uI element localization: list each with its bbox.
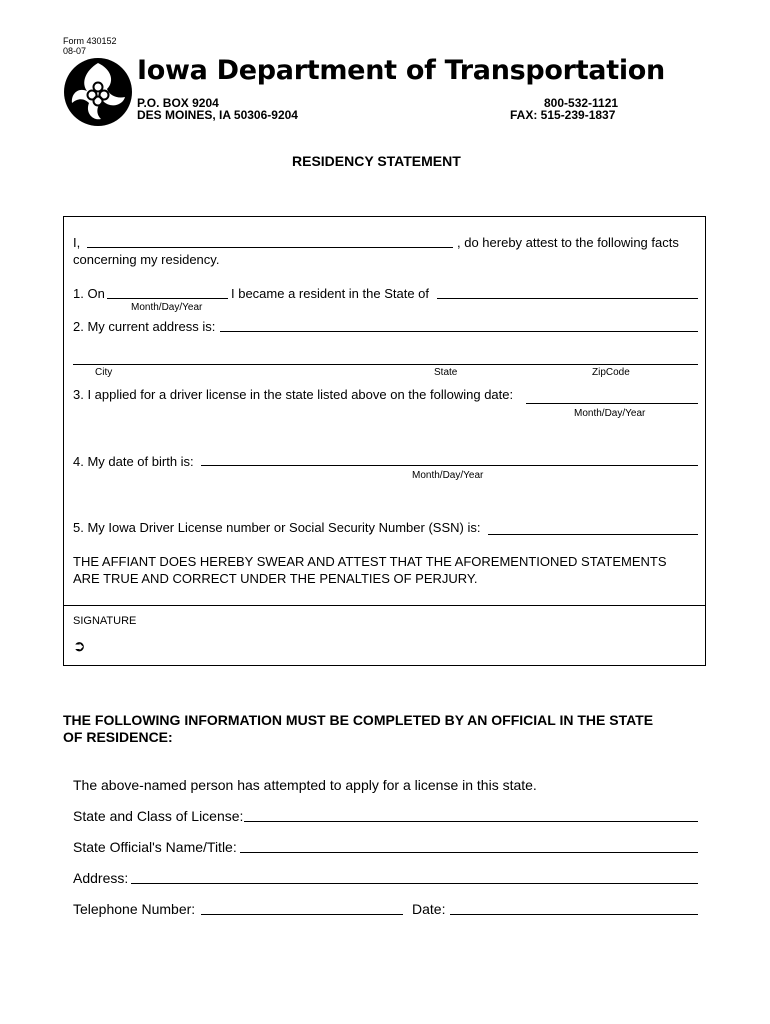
item2-label: 2. My current address is: <box>73 319 216 334</box>
telephone-field[interactable] <box>201 914 403 915</box>
residency-date-field[interactable] <box>107 298 228 299</box>
fax-number: FAX: 515-239-1837 <box>510 108 616 122</box>
intro-prefix: I, <box>73 235 81 250</box>
official-name-field[interactable] <box>240 852 698 853</box>
statement-box <box>63 216 706 666</box>
item1-prefix: 1. On <box>73 286 105 301</box>
arrow-icon[interactable]: ➲ <box>73 638 86 655</box>
official-address-field[interactable] <box>131 883 698 884</box>
application-date-field[interactable] <box>526 403 698 404</box>
date-label: Date: <box>412 901 446 917</box>
affidavit-line1: THE AFFIANT DOES HEREBY SWEAR AND ATTEST THAT THE AFOREMENTIONED STATEMENTS <box>73 554 667 569</box>
signature-label: SIGNATURE <box>73 615 137 627</box>
state-class-label: State and Class of License: <box>73 808 244 824</box>
item4-date-label: Month/Day/Year <box>412 470 484 481</box>
item1-middle: I became a resident in the State of <box>231 286 430 301</box>
state-class-field[interactable] <box>244 821 698 822</box>
item5-label: 5. My Iowa Driver License number or Social Security Number (SSN) is: <box>73 520 481 535</box>
city-state-zip-field[interactable] <box>73 364 698 365</box>
current-address-field[interactable] <box>220 331 698 332</box>
residency-state-field[interactable] <box>437 298 698 299</box>
state-label: State <box>434 367 458 378</box>
item4-label: 4. My date of birth is: <box>73 454 194 469</box>
license-ssn-field[interactable] <box>488 534 698 535</box>
affidavit-line2: ARE TRUE AND CORRECT UNDER THE PENALTIES OF PERJURY. <box>73 571 478 586</box>
address-line2: DES MOINES, IA 50306-9204 <box>137 108 298 122</box>
name-field[interactable] <box>87 247 453 248</box>
agency-name: Iowa Department of Transportation <box>137 55 665 86</box>
city-label: City <box>95 367 113 378</box>
date-field[interactable] <box>450 914 698 915</box>
address-line1: P.O. BOX 9204 <box>137 96 219 110</box>
intro-suffix: , do hereby attest to the following facts <box>457 235 679 250</box>
telephone-label: Telephone Number: <box>73 901 196 917</box>
zipcode-label: ZipCode <box>592 367 630 378</box>
official-heading-line1: THE FOLLOWING INFORMATION MUST BE COMPLETED BY AN OFFICIAL IN THE STATE <box>63 712 654 728</box>
item3-label: 3. I applied for a driver license in the state listed above on the following date: <box>73 387 514 402</box>
intro-line2: concerning my residency. <box>73 252 220 267</box>
birth-date-field[interactable] <box>201 465 698 466</box>
phone-number: 800-532-1121 <box>544 96 619 110</box>
form-number: Form 430152 <box>63 36 117 46</box>
iowa-dot-logo-icon <box>63 57 133 127</box>
page-title: RESIDENCY STATEMENT <box>292 153 461 169</box>
official-name-label: State Official's Name/Title: <box>73 839 237 855</box>
official-note: The above-named person has attempted to apply for a license in this state. <box>73 777 537 793</box>
form-date: 08-07 <box>63 46 87 56</box>
signature-divider <box>63 605 706 606</box>
official-address-label: Address: <box>73 870 129 886</box>
official-heading-line2: OF RESIDENCE: <box>63 729 173 745</box>
item1-date-label: Month/Day/Year <box>131 302 203 313</box>
item3-date-label: Month/Day/Year <box>574 408 646 419</box>
